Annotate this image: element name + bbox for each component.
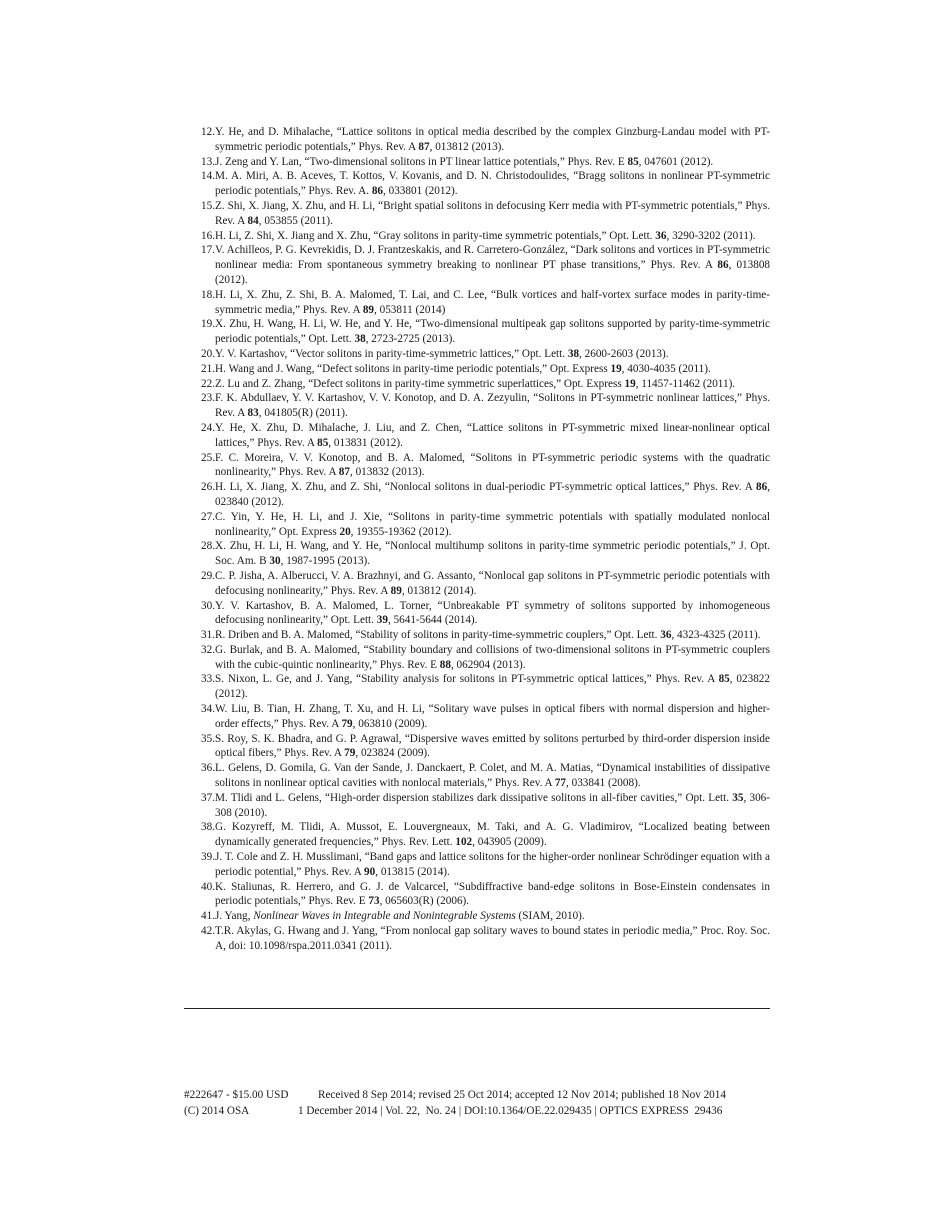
reference-text (215, 628, 770, 643)
reference-text-segment: , 043905 (2009). (472, 836, 547, 849)
reference-item (184, 672, 770, 702)
reference-volume: 19 (624, 377, 636, 390)
reference-number (184, 125, 215, 155)
footer-citation: 1 December 2014 | Vol. 22, No. 24 | DOI:10.1364/OE.22.029435 | OPTICS EXPRESS 29436 (298, 1105, 723, 1117)
reference-text (215, 539, 770, 569)
reference-number (184, 924, 215, 954)
reference-text (215, 317, 770, 347)
reference-number-label: 37. (201, 791, 215, 804)
reference-text (215, 702, 770, 732)
reference-text-segment: , 013832 (2013). (349, 466, 425, 479)
reference-item (184, 125, 770, 155)
reference-item (184, 317, 770, 347)
reference-text-segment: , 041805(R) (2011). (258, 407, 348, 420)
reference-item (184, 199, 770, 229)
reference-text (215, 362, 770, 377)
reference-volume: 90 (364, 865, 376, 878)
reference-number (184, 377, 215, 392)
reference-number (184, 732, 215, 762)
reference-item (184, 347, 770, 362)
reference-item (184, 599, 770, 629)
reference-text (215, 377, 770, 392)
reference-number (184, 347, 215, 362)
reference-volume: 30 (269, 555, 281, 568)
reference-text (215, 850, 770, 880)
reference-text-segment: X. Zhu, H. Li, H. Wang, and Y. He, “Nonlocal multihump solitons in parity-time symmetric periodic potentials,” J. Opt. Soc. Am. B (215, 540, 770, 568)
reference-book-title: Nonlinear Waves in Integrable and Nonintegrable Systems (253, 910, 516, 923)
reference-number (184, 199, 215, 229)
reference-number-label: 35. (201, 732, 215, 745)
reference-number (184, 391, 215, 421)
reference-text-segment: , 306-308 (2010). (215, 791, 771, 819)
reference-volume: 86 (371, 185, 383, 198)
reference-volume: 79 (341, 717, 353, 730)
reference-item (184, 362, 770, 377)
reference-text-segment: R. Driben and B. A. Malomed, “Stability of solitons in parity-time-symmetric couplers,” Opt. Lett. (215, 629, 661, 642)
reference-item (184, 924, 770, 954)
reference-text-segment: , 2723-2725 (2013). (365, 333, 456, 346)
reference-number-label: 29. (201, 569, 215, 582)
reference-item (184, 229, 770, 244)
reference-text-segment: , 033801 (2012). (383, 185, 458, 198)
reference-number-label: 13. (201, 155, 215, 168)
reference-text (215, 880, 770, 910)
reference-number (184, 761, 215, 791)
reference-item (184, 155, 770, 170)
reference-text-segment: , 4030-4035 (2011). (621, 362, 711, 375)
reference-text-segment: , 013812 (2014). (401, 584, 477, 597)
reference-number-label: 28. (201, 540, 215, 553)
reference-number (184, 510, 215, 540)
reference-number (184, 850, 215, 880)
page-footer (184, 1087, 774, 1119)
reference-volume: 85 (317, 436, 329, 449)
reference-text-segment: , 013831 (2012). (328, 436, 403, 449)
reference-number-label: 12. (201, 126, 215, 138)
reference-text-segment: F. C. Moreira, V. V. Konotop, and B. A. Malomed, “Solitons in PT-symmetric periodic systems with the quadratic nonlinearity,” Phys. Rev. A (215, 451, 770, 479)
reference-number (184, 451, 215, 481)
reference-text-segment: M. Tlidi and L. Gelens, “High-order dispersion stabilizes dark dissipative solitons in all-fiber cavities,” Opt. Lett. (215, 791, 733, 804)
reference-number (184, 155, 215, 170)
reference-item (184, 288, 770, 318)
reference-volume: 86 (717, 259, 729, 272)
reference-text (215, 909, 770, 924)
reference-text-segment: K. Staliunas, R. Herrero, and G. J. de Valcarcel, “Subdiffractive band-edge solitons in Bose-Einstein condensates in periodic potentials,” Phys. Rev. E (215, 880, 770, 908)
reference-number-label: 21. (201, 362, 215, 375)
reference-number (184, 362, 215, 377)
reference-item (184, 510, 770, 540)
reference-item (184, 539, 770, 569)
reference-number-label: 14. (201, 170, 215, 183)
reference-number (184, 628, 215, 643)
reference-number-label: 31. (201, 629, 215, 642)
reference-text-segment: F. K. Abdullaev, Y. V. Kartashov, V. V. Konotop, and D. A. Zezyulin, “Solitons in PT-symmetric nonlinear lattices,” Phys. Rev. A (215, 392, 770, 420)
reference-volume: 85 (718, 673, 730, 686)
reference-text (215, 229, 770, 244)
reference-number (184, 480, 215, 510)
reference-text-segment: Y. He, and D. Mihalache, “Lattice solitons in optical media described by the complex Ginzburg-Landau model with PT-symmetric periodic potentials,” Phys. Rev. A (215, 126, 770, 153)
reference-text-segment: H. Wang and J. Wang, “Defect solitons in parity-time periodic potentials,” Opt. Express (215, 362, 611, 375)
reference-text (215, 820, 770, 850)
reference-volume: 38 (567, 347, 580, 360)
reference-text-segment: Y. V. Kartashov, “Vector solitons in parity-time-symmetric lattices,” Opt. Lett. (215, 347, 568, 360)
reference-text (215, 924, 770, 954)
reference-volume: 86 (756, 481, 768, 494)
reference-text-segment: , 3290-3202 (2011). (666, 229, 756, 242)
reference-number-label: 39. (201, 851, 215, 864)
reference-item (184, 643, 770, 673)
reference-number (184, 421, 215, 451)
reference-text (215, 510, 770, 540)
reference-text (215, 761, 770, 791)
reference-text-segment: S. Nixon, L. Ge, and J. Yang, “Stability analysis for solitons in PT-symmetric optical lattices,” Phys. Rev. A (215, 673, 719, 686)
reference-item (184, 732, 770, 762)
reference-text-segment: J. T. Cole and Z. H. Musslimani, “Band gaps and lattice solitons for the higher-order nonlinear Schrödinger equation with a periodic potential,” Phys. Rev. A (215, 851, 770, 878)
footer-row-2 (184, 1103, 774, 1119)
footer-row-1 (184, 1087, 774, 1103)
reference-text (215, 243, 770, 287)
reference-text-segment: , 062904 (2013). (450, 658, 526, 671)
reference-number (184, 599, 215, 629)
reference-text-segment: , 11457-11462 (2011). (635, 377, 736, 390)
reference-text-segment: , 013815 (2014). (375, 865, 450, 878)
reference-text-segment: C. Yin, Y. He, H. Li, and J. Xie, “Solitons in parity-time symmetric potentials with spatially modulated nonlocal nonlinearity,” Opt. Express (215, 510, 770, 538)
reference-volume: 102 (455, 836, 473, 849)
footer-divider (184, 1008, 770, 1009)
reference-text (215, 569, 770, 599)
reference-text-segment: C. P. Jisha, A. Alberucci, V. A. Brazhnyi, and G. Assanto, “Nonlocal gap solitons in PT-symmetric periodic potentials with defocusing nonlinearity,” Phys. Rev. A (215, 569, 770, 597)
footer-copyright: (C) 2014 OSA (184, 1105, 250, 1117)
reference-number-label: 15. (201, 199, 215, 212)
reference-number (184, 317, 215, 347)
reference-number-label: 42. (201, 925, 215, 938)
reference-volume: 89 (362, 303, 374, 316)
reference-text (215, 288, 770, 318)
reference-volume: 77 (554, 777, 567, 790)
footer-received: Received 8 Sep 2014; revised 25 Oct 2014; accepted 12 Nov 2014; published 18 Nov 2014 (318, 1089, 726, 1101)
reference-item (184, 761, 770, 791)
reference-item (184, 451, 770, 481)
reference-item (184, 880, 770, 910)
reference-text (215, 169, 770, 199)
reference-number (184, 702, 215, 732)
reference-text-segment: (SIAM, 2010). (515, 910, 585, 923)
reference-number-label: 18. (201, 288, 215, 301)
reference-text-segment: Y. He, X. Zhu, D. Mihalache, J. Liu, and Z. Chen, “Lattice solitons in PT-symmetric mixed linear-nonlinear optical lattices,” Phys. Rev. A (215, 421, 770, 449)
reference-number-label: 22. (201, 377, 215, 390)
reference-text-segment: T.R. Akylas, G. Hwang and J. Yang, “From nonlocal gap solitary waves to bound states in periodic media,” Proc. Roy. Soc. A, doi: 10.1098/rspa.2011.0341 (2011). (215, 925, 770, 952)
reference-volume: 39 (376, 614, 388, 627)
reference-volume: 87 (418, 140, 430, 153)
reference-volume: 19 (610, 362, 622, 375)
reference-text (215, 421, 770, 451)
reference-text (215, 155, 770, 170)
reference-number (184, 791, 215, 821)
reference-number-label: 41. (201, 910, 215, 923)
reference-item (184, 421, 770, 451)
reference-number-label: 26. (201, 481, 215, 494)
reference-number-label: 25. (201, 451, 215, 464)
reference-number-label: 36. (201, 762, 215, 775)
reference-number (184, 909, 215, 924)
reference-text-segment: , 063810 (2009). (352, 717, 428, 730)
reference-text-segment: Z. Shi, X. Jiang, X. Zhu, and H. Li, “Bright spatial solitons in defocusing Kerr media with PT-symmetric potentials,” Phys. Rev. A (215, 199, 770, 227)
reference-text-segment: H. Li, Z. Shi, X. Jiang and X. Zhu, “Gray solitons in parity-time symmetric potentials,” Opt. Lett. (215, 229, 656, 242)
reference-number-label: 34. (201, 703, 215, 716)
reference-text-segment: , 013808 (2012). (215, 259, 770, 286)
reference-text (215, 599, 770, 629)
reference-number (184, 169, 215, 199)
reference-text-segment: , 1987-1995 (2013). (280, 555, 371, 568)
reference-volume: 73 (368, 895, 380, 908)
reference-text-segment: , 5641-5644 (2014). (387, 614, 478, 627)
reference-volume: 36 (660, 629, 672, 642)
reference-volume: 89 (390, 584, 402, 597)
reference-text-segment: M. A. Miri, A. B. Aceves, T. Kottos, V. Kovanis, and D. N. Christodoulides, “Bragg solitons in nonlinear PT-symmetric periodic potentials,” Phys. Rev. A. (215, 170, 770, 198)
reference-text-segment: , 023822 (2012). (215, 673, 770, 701)
reference-number-label: 27. (201, 510, 215, 523)
reference-text-segment: Y. V. Kartashov, B. A. Malomed, L. Torner, “Unbreakable PT symmetry of solitons supported by inhomogeneous defocusing nonlinearity,” Opt. Lett. (215, 599, 770, 627)
reference-volume: 87 (338, 466, 350, 479)
reference-number (184, 820, 215, 850)
reference-volume: 85 (627, 155, 639, 168)
reference-volume: 36 (655, 229, 667, 242)
reference-text-segment: , 033841 (2008). (566, 777, 641, 790)
reference-text (215, 480, 770, 510)
reference-number-label: 19. (201, 318, 215, 331)
reference-text-segment: L. Gelens, D. Gomila, G. Van der Sande, J. Danckaert, P. Colet, and M. A. Matias, “Dynamical instabilities of dissipative solitons in nonlinear optical cavities with nonlocal materials,” Phys. Rev. A (215, 762, 770, 790)
reference-item (184, 480, 770, 510)
reference-text-segment: S. Roy, S. K. Bhadra, and G. P. Agrawal, “Dispersive waves emitted by solitons perturbed by third-order dispersion inside optical fibers,” Phys. Rev. A (215, 732, 770, 760)
reference-text-segment: , 023824 (2009). (355, 747, 430, 760)
reference-item (184, 243, 770, 287)
reference-volume: 83 (247, 407, 259, 420)
reference-number-label: 38. (201, 821, 215, 834)
reference-text-segment: , 053855 (2011). (258, 214, 333, 227)
reference-number-label: 16. (201, 229, 215, 242)
reference-text-segment: V. Achilleos, P. G. Kevrekidis, D. J. Frantzeskakis, and R. Carretero-González, “Dark solitons and vortices in PT-symmetric nonlinear media: From spontaneous symmetry breaking to nonlinear PT phase transitions,” Phys. Rev. A (215, 244, 770, 272)
reference-text-segment: , 2600-2603 (2013). (579, 347, 669, 360)
reference-number-label: 20. (201, 347, 215, 360)
reference-text (215, 125, 770, 155)
reference-text (215, 732, 770, 762)
reference-text (215, 672, 770, 702)
reference-text-segment: J. Yang, (215, 910, 254, 923)
reference-volume: 38 (354, 333, 366, 346)
reference-number-label: 23. (201, 392, 215, 405)
reference-text-segment: , 053811 (2014) (374, 303, 446, 316)
reference-item (184, 791, 770, 821)
reference-text-segment: H. Li, X. Jiang, X. Zhu, and Z. Shi, “Nonlocal solitons in dual-periodic PT-symmetric optical lattices,” Phys. Rev. A (215, 481, 757, 494)
reference-item (184, 702, 770, 732)
reference-text-segment: , 065603(R) (2006). (379, 895, 470, 908)
reference-text-segment: J. Zeng and Y. Lan, “Two-dimensional solitons in PT linear lattice potentials,” Phys. Rev. E (215, 155, 628, 168)
reference-number-label: 30. (201, 599, 215, 612)
reference-list (184, 125, 770, 954)
reference-number (184, 569, 215, 599)
reference-text (215, 199, 770, 229)
reference-number-label: 33. (201, 673, 215, 686)
reference-item (184, 569, 770, 599)
footer-id-price: #222647 - $15.00 USD (184, 1089, 289, 1101)
reference-number (184, 288, 215, 318)
reference-number (184, 539, 215, 569)
reference-number (184, 672, 215, 702)
reference-text-segment: Z. Lu and Z. Zhang, “Defect solitons in parity-time symmetric superlattices,” Opt. Express (215, 377, 625, 390)
reference-text-segment: G. Burlak, and B. A. Malomed, “Stability boundary and collisions of two-dimensional solitons in PT-symmetric couplers with the cubic-quintic nonlinearity,” Phys. Rev. E (215, 643, 770, 671)
reference-item (184, 850, 770, 880)
reference-number (184, 643, 215, 673)
reference-number-label: 24. (201, 421, 215, 434)
reference-volume: 88 (439, 658, 451, 671)
reference-text (215, 451, 770, 481)
reference-text-segment: H. Li, X. Zhu, Z. Shi, B. A. Malomed, T. Lai, and C. Lee, “Bulk vortices and half-vortex surface modes in parity-time-symmetric media,” Phys. Rev. A (215, 288, 770, 316)
reference-text-segment: , 4323-4325 (2011). (671, 629, 761, 642)
reference-text (215, 643, 770, 673)
reference-text (215, 391, 770, 421)
reference-number-label: 17. (201, 244, 215, 257)
reference-text (215, 791, 770, 821)
reference-number (184, 243, 215, 287)
reference-item (184, 377, 770, 392)
reference-text-segment: X. Zhu, H. Wang, H. Li, W. He, and Y. He, “Two-dimensional multipeak gap solitons supported by parity-time-symmetric periodic potentials,” Opt. Lett. (215, 318, 770, 346)
reference-text (215, 347, 770, 362)
reference-number-label: 32. (201, 643, 215, 656)
reference-item (184, 628, 770, 643)
reference-text-segment: , 013812 (2013). (429, 140, 505, 153)
reference-volume: 35 (732, 791, 744, 804)
reference-text-segment: G. Kozyreff, M. Tlidi, A. Mussot, E. Louvergneaux, M. Taki, and A. G. Vladimirov, “Localized beating between dynamically generated frequencies,” Phys. Rev. Lett. (215, 821, 770, 849)
reference-number (184, 229, 215, 244)
reference-volume: 84 (247, 214, 259, 227)
reference-item (184, 169, 770, 199)
reference-item (184, 820, 770, 850)
reference-item (184, 909, 770, 924)
reference-text-segment: , 19355-19362 (2012). (350, 525, 452, 538)
reference-volume: 79 (344, 747, 356, 760)
reference-number-label: 40. (201, 880, 215, 893)
reference-volume: 20 (339, 525, 351, 538)
reference-number (184, 880, 215, 910)
reference-text-segment: W. Liu, B. Tian, H. Zhang, T. Xu, and H. Li, “Solitary wave pulses in optical fibers with normal dispersion and higher-order effects,” Phys. Rev. A (215, 703, 770, 730)
reference-item (184, 391, 770, 421)
reference-text-segment: , 047601 (2012). (638, 155, 714, 168)
reference-text-segment: , 023840 (2012). (215, 481, 770, 508)
